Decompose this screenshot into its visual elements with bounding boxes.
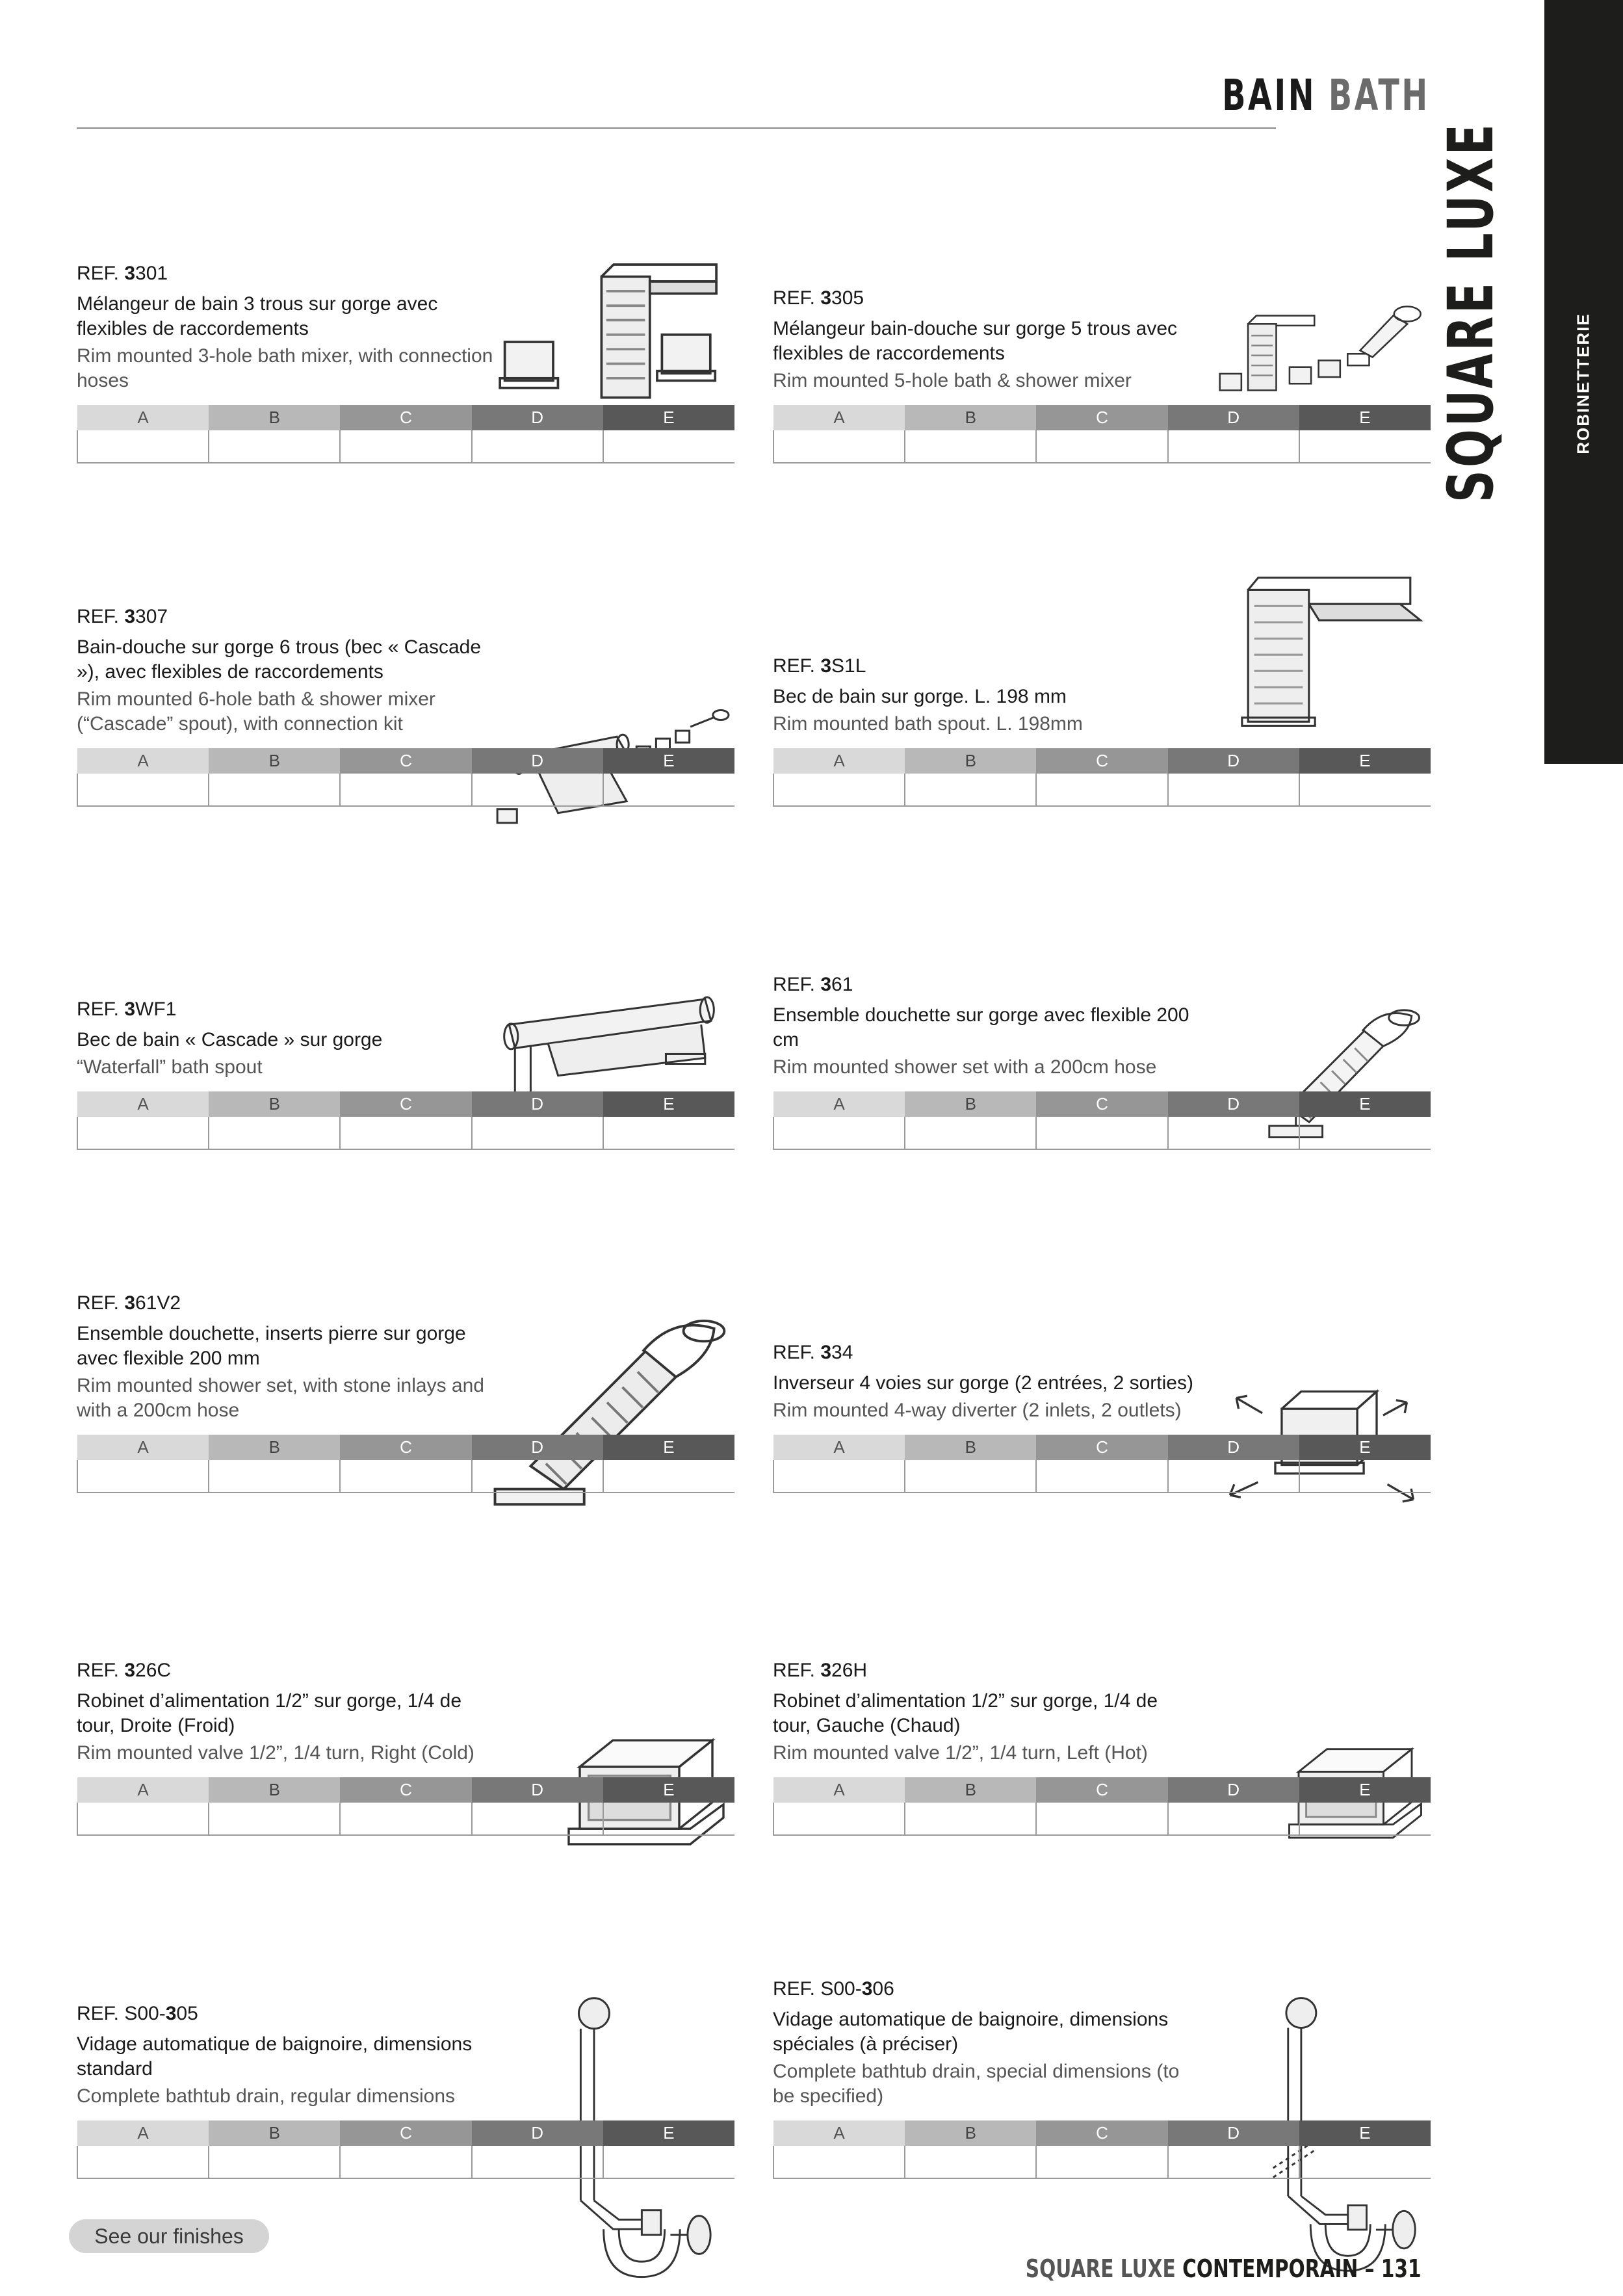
ref-bold: 3: [124, 263, 136, 284]
finish-header-row: [773, 748, 1431, 774]
finish-header-d: D: [1168, 1435, 1299, 1460]
finish-header-b: B: [209, 1435, 340, 1460]
ref-bold: 3: [820, 655, 832, 677]
description-fr: Inverseur 4 voies sur gorge (2 entrées, 2 sorties): [773, 1372, 1193, 1394]
description-en: Rim mounted bath spout. L. 198mm: [773, 713, 1083, 735]
finish-cell-c[interactable]: [340, 774, 471, 806]
finish-header-d: D: [472, 748, 603, 774]
ref-bold: 3: [124, 606, 136, 627]
finish-cell-c[interactable]: [340, 1460, 471, 1493]
finish-table: [77, 1777, 734, 1836]
finish-cell-a[interactable]: [773, 1117, 905, 1149]
finish-header-e: E: [603, 1435, 734, 1460]
finish-header-e: E: [603, 748, 734, 774]
ref-code: 05: [176, 2003, 198, 2024]
ref-prefix: REF.: [773, 1660, 821, 1681]
finish-header-b: B: [905, 2120, 1036, 2146]
ref-prefix: REF. S00-: [773, 1978, 862, 2000]
finish-header-row: [77, 405, 734, 430]
finish-cell-d[interactable]: [472, 774, 603, 806]
finish-header-a: A: [773, 2120, 905, 2146]
page-title: [1223, 70, 1430, 120]
finish-header-row: [77, 2120, 734, 2146]
product-card: [77, 1188, 734, 1493]
description-en: Rim mounted valve 1/2”, 1/4 turn, Right (Cold): [77, 1742, 474, 1764]
finish-header-a: A: [77, 1435, 209, 1460]
ref-bold: 3: [820, 1660, 832, 1681]
finish-header-d: D: [1168, 1091, 1299, 1117]
finish-cell-e[interactable]: [1299, 1117, 1431, 1149]
finish-header-c: C: [340, 405, 471, 430]
ref-code: WF1: [135, 998, 177, 1020]
finish-cell-d[interactable]: [472, 2146, 603, 2178]
description-fr: Bec de bain « Cascade » sur gorge: [77, 1029, 383, 1050]
finish-header-c: C: [1036, 748, 1167, 774]
product-card: [773, 844, 1431, 1150]
finish-cell-c[interactable]: [340, 2146, 471, 2178]
finish-cell-e[interactable]: [603, 1803, 734, 1835]
finish-header-d: D: [472, 1435, 603, 1460]
finish-cell-d[interactable]: [1168, 1117, 1299, 1149]
product-ref: [773, 287, 1195, 310]
finish-header-row: [773, 1777, 1431, 1803]
side-tab-label: ROBINETTERIE: [1573, 313, 1593, 454]
page-number: 131: [1381, 2254, 1422, 2283]
finish-header-a: A: [77, 1777, 209, 1803]
ref-code: S1L: [831, 655, 866, 677]
description-fr: Ensemble douchette sur gorge avec flexible 200 cm: [773, 1004, 1189, 1050]
ref-code: 26H: [831, 1660, 868, 1681]
finish-value-row: [77, 430, 734, 463]
finish-cell-d[interactable]: [472, 430, 603, 463]
finish-header-row: [77, 1435, 734, 1460]
finish-value-row: [773, 2146, 1431, 2178]
finish-table: [77, 2120, 734, 2179]
finish-header-row: [77, 1091, 734, 1117]
product-card: [77, 1873, 734, 2179]
product-text: [77, 1292, 499, 1423]
finish-header-row: [773, 405, 1431, 430]
finish-header-a: A: [77, 405, 209, 430]
finish-cell-d[interactable]: [1168, 430, 1299, 463]
ref-prefix: REF.: [773, 1342, 821, 1363]
finish-cell-d[interactable]: [1168, 774, 1299, 806]
collection-title: SQUARE LUXE: [1435, 121, 1507, 503]
finish-cell-a[interactable]: [77, 1460, 209, 1493]
footer-separator: –: [1358, 2254, 1382, 2283]
description-en: Rim mounted 6-hole bath & shower mixer (“Cascade” spout), with connection kit: [77, 688, 435, 735]
finish-cell-b[interactable]: [905, 1460, 1036, 1493]
finish-header-b: B: [905, 1777, 1036, 1803]
finish-value-row: [773, 774, 1431, 806]
finish-header-c: C: [1036, 2120, 1167, 2146]
page-footer: [1026, 2254, 1422, 2283]
finish-cell-d[interactable]: [1168, 2146, 1299, 2178]
finish-cell-e[interactable]: [1299, 1460, 1431, 1493]
description-en: Rim mounted shower set, with stone inlays and with a 200cm hose: [77, 1375, 484, 1421]
finish-header-e: E: [1299, 405, 1431, 430]
shower-set-stone-illustration: [480, 1292, 734, 1539]
finish-table: [77, 405, 734, 463]
finish-header-b: B: [209, 748, 340, 774]
finish-table: [77, 748, 734, 807]
product-ref: [77, 605, 499, 629]
finish-header-c: C: [340, 1091, 471, 1117]
finish-value-row: [77, 2146, 734, 2178]
finish-value-row: [77, 1803, 734, 1835]
ref-prefix: REF.: [773, 655, 821, 677]
description-en: Rim mounted 4-way diverter (2 inlets, 2 outlets): [773, 1400, 1182, 1421]
description-en: Complete bathtub drain, special dimensions (to be specified): [773, 2061, 1180, 2107]
finish-value-row: [77, 774, 734, 806]
finish-cell-b[interactable]: [209, 774, 340, 806]
ref-prefix: REF.: [773, 287, 821, 309]
finish-table: [773, 1435, 1431, 1493]
finish-cell-a[interactable]: [77, 1803, 209, 1835]
description-fr: Vidage automatique de baignoire, dimensions standard: [77, 2033, 473, 2080]
ref-prefix: REF.: [77, 998, 125, 1020]
finish-header-d: D: [1168, 748, 1299, 774]
product-card: [773, 1873, 1431, 2179]
finish-table: [773, 405, 1431, 463]
finish-cell-b[interactable]: [905, 774, 1036, 806]
ref-prefix: REF.: [77, 606, 125, 627]
finish-value-row: [773, 1803, 1431, 1835]
ref-code: 307: [135, 606, 168, 627]
finish-cell-b[interactable]: [209, 1460, 340, 1493]
finish-cell-e[interactable]: [603, 2146, 734, 2178]
finish-header-c: C: [340, 1777, 471, 1803]
ref-bold: 3: [124, 1292, 136, 1314]
product-card: [773, 501, 1431, 807]
finish-cell-c[interactable]: [1036, 2146, 1167, 2178]
ref-code: 61V2: [135, 1292, 181, 1314]
product-text: [773, 287, 1195, 393]
description-fr: Bain-douche sur gorge 6 trous (bec « Cascade »), avec flexibles de raccordements: [77, 636, 482, 683]
ref-prefix: REF.: [77, 263, 125, 284]
finish-header-d: D: [472, 1091, 603, 1117]
ref-prefix: REF. S00-: [77, 2003, 166, 2024]
finish-cell-e[interactable]: [603, 774, 734, 806]
finish-table: [773, 1777, 1431, 1836]
ref-bold: 3: [124, 998, 136, 1020]
ref-prefix: REF.: [77, 1292, 125, 1314]
product-ref: [773, 1341, 1195, 1364]
finish-cell-c[interactable]: [1036, 430, 1167, 463]
finish-header-c: C: [1036, 405, 1167, 430]
finish-header-row: [77, 1777, 734, 1803]
finish-header-e: E: [1299, 2120, 1431, 2146]
finish-header-a: A: [77, 2120, 209, 2146]
finish-cell-c[interactable]: [1036, 774, 1167, 806]
finish-header-b: B: [209, 1091, 340, 1117]
description-en: Rim mounted valve 1/2”, 1/4 turn, Left (Hot): [773, 1742, 1148, 1764]
finish-cell-c[interactable]: [340, 1803, 471, 1835]
product-text: [773, 1977, 1195, 2109]
finish-cell-a[interactable]: [773, 430, 905, 463]
finish-header-row: [773, 2120, 1431, 2146]
product-text: [77, 2002, 499, 2109]
ref-code: 301: [135, 263, 168, 284]
product-ref: [77, 1659, 499, 1682]
product-ref: [773, 1977, 1195, 2001]
product-ref: [773, 655, 1195, 678]
ref-bold: 3: [820, 1342, 832, 1363]
description-fr: Mélangeur bain-douche sur gorge 5 trous avec flexibles de raccordements: [773, 318, 1178, 364]
finish-header-a: A: [773, 405, 905, 430]
finish-cell-b[interactable]: [209, 2146, 340, 2178]
finish-header-c: C: [1036, 1091, 1167, 1117]
finish-cell-a[interactable]: [77, 774, 209, 806]
finish-header-a: A: [77, 748, 209, 774]
see-finishes-button[interactable]: See our finishes: [69, 2219, 269, 2253]
ref-prefix: REF.: [77, 1660, 125, 1681]
finish-value-row: [773, 1460, 1431, 1493]
finish-header-b: B: [905, 405, 1036, 430]
product-card: [77, 158, 734, 463]
finish-cell-c[interactable]: [340, 1117, 471, 1149]
finish-header-a: A: [773, 748, 905, 774]
finish-header-a: A: [773, 1777, 905, 1803]
product-ref: [77, 2002, 499, 2026]
ref-bold: 3: [124, 1660, 136, 1681]
title-en: BATH: [1329, 70, 1430, 120]
finish-cell-b[interactable]: [209, 430, 340, 463]
shower-set-illustration: [1241, 955, 1431, 1202]
finish-table: [773, 1091, 1431, 1150]
finish-cell-e[interactable]: [603, 1460, 734, 1493]
finish-header-c: C: [340, 748, 471, 774]
finish-header-e: E: [603, 1091, 734, 1117]
finish-header-b: B: [209, 405, 340, 430]
finish-header-e: E: [603, 405, 734, 430]
finish-cell-a[interactable]: [773, 2146, 905, 2178]
finish-header-c: C: [1036, 1435, 1167, 1460]
finish-cell-b[interactable]: [905, 430, 1036, 463]
footer-collection: SQUARE LUXE: [1026, 2254, 1176, 2283]
product-card: [77, 501, 734, 807]
finish-header-d: D: [472, 1777, 603, 1803]
finish-cell-e[interactable]: [603, 430, 734, 463]
finish-cell-c[interactable]: [1036, 1117, 1167, 1149]
finish-header-row: [77, 748, 734, 774]
finish-cell-b[interactable]: [209, 1117, 340, 1149]
finish-header-row: [773, 1091, 1431, 1117]
ref-code: 06: [872, 1978, 894, 2000]
finish-value-row: [77, 1117, 734, 1149]
ref-prefix: REF.: [773, 974, 821, 995]
product-card: [773, 158, 1431, 463]
product-card: [773, 1530, 1431, 1836]
description-en: Complete bathtub drain, regular dimensions: [77, 2085, 455, 2107]
description-en: “Waterfall” bath spout: [77, 1056, 263, 1078]
product-text: [773, 655, 1195, 737]
finish-cell-d[interactable]: [1168, 1460, 1299, 1493]
finish-cell-c[interactable]: [1036, 1460, 1167, 1493]
finish-cell-d[interactable]: [472, 1460, 603, 1493]
bath-spout-illustration: [1228, 521, 1431, 781]
product-text: [77, 262, 499, 393]
ref-code: 61: [831, 974, 853, 995]
finish-header-b: B: [905, 1435, 1036, 1460]
finish-header-b: B: [209, 2120, 340, 2146]
product-card: [77, 1530, 734, 1836]
description-fr: Bec de bain sur gorge. L. 198 mm: [773, 686, 1067, 707]
finish-header-d: D: [472, 2120, 603, 2146]
description-en: Rim mounted shower set with a 200cm hose: [773, 1056, 1157, 1078]
product-ref: [77, 998, 499, 1021]
product-ref: [773, 1659, 1195, 1682]
description-fr: Robinet d’alimentation 1/2” sur gorge, 1/4 de tour, Droite (Froid): [77, 1690, 462, 1736]
ref-bold: 3: [820, 974, 832, 995]
finish-cell-b[interactable]: [209, 1803, 340, 1835]
product-text: [77, 605, 499, 737]
finish-header-c: C: [340, 2120, 471, 2146]
footer-range: CONTEMPORAIN: [1182, 2254, 1358, 2283]
finish-header-d: D: [472, 405, 603, 430]
finish-cell-a[interactable]: [773, 1803, 905, 1835]
finish-header-d: D: [1168, 1777, 1299, 1803]
finish-header-e: E: [603, 2120, 734, 2146]
ref-code: 34: [831, 1342, 853, 1363]
ref-code: 305: [831, 287, 864, 309]
ref-bold: 3: [861, 1978, 873, 2000]
ref-code: 26C: [135, 1660, 172, 1681]
finish-cell-d[interactable]: [1168, 1803, 1299, 1835]
finish-header-c: C: [1036, 1777, 1167, 1803]
3-hole-mixer-illustration: [493, 249, 734, 418]
finish-cell-e[interactable]: [603, 1117, 734, 1149]
finish-cell-a[interactable]: [77, 430, 209, 463]
finish-cell-e[interactable]: [1299, 430, 1431, 463]
finish-header-e: E: [1299, 1091, 1431, 1117]
product-text: [773, 973, 1195, 1080]
header-rule: [77, 127, 1276, 129]
finish-table: [773, 748, 1431, 807]
finish-cell-a[interactable]: [77, 2146, 209, 2178]
finish-cell-e[interactable]: [1299, 1803, 1431, 1835]
description-fr: Robinet d’alimentation 1/2” sur gorge, 1/4 de tour, Gauche (Chaud): [773, 1690, 1158, 1736]
finish-table: [77, 1435, 734, 1493]
finish-cell-a[interactable]: [773, 1460, 905, 1493]
ref-bold: 3: [820, 287, 832, 309]
description-fr: Vidage automatique de baignoire, dimensions spéciales (à préciser): [773, 2009, 1169, 2055]
description-fr: Mélangeur de bain 3 trous sur gorge avec flexibles de raccordements: [77, 293, 438, 339]
finish-cell-a[interactable]: [77, 1117, 209, 1149]
finish-cell-b[interactable]: [905, 1117, 1036, 1149]
finish-header-d: D: [1168, 405, 1299, 430]
finish-value-row: [773, 1117, 1431, 1149]
finish-header-a: A: [773, 1091, 905, 1117]
finish-value-row: [77, 1460, 734, 1493]
product-ref: [77, 1292, 499, 1315]
ref-bold: 3: [165, 2003, 177, 2024]
finish-cell-a[interactable]: [773, 774, 905, 806]
description-en: Rim mounted 3-hole bath mixer, with connection hoses: [77, 345, 493, 391]
title-fr: BAIN: [1222, 70, 1317, 120]
finish-cell-c[interactable]: [340, 430, 471, 463]
finish-header-d: D: [1168, 2120, 1299, 2146]
product-text: [77, 1659, 499, 1766]
description-fr: Ensemble douchette, inserts pierre sur gorge avec flexible 200 mm: [77, 1323, 466, 1369]
finish-cell-d[interactable]: [472, 1117, 603, 1149]
product-card: [77, 844, 734, 1150]
finish-header-a: A: [773, 1435, 905, 1460]
product-text: [773, 1659, 1195, 1766]
finish-header-b: B: [905, 748, 1036, 774]
product-ref: [773, 973, 1195, 997]
finish-table: [77, 1091, 734, 1150]
finish-cell-e[interactable]: [1299, 774, 1431, 806]
finish-header-e: E: [1299, 1435, 1431, 1460]
finish-header-e: E: [1299, 748, 1431, 774]
finish-header-b: B: [905, 1091, 1036, 1117]
finish-header-a: A: [77, 1091, 209, 1117]
finish-value-row: [773, 430, 1431, 463]
finish-cell-c[interactable]: [1036, 1803, 1167, 1835]
finish-header-e: E: [1299, 1777, 1431, 1803]
finish-header-c: C: [340, 1435, 471, 1460]
finish-cell-d[interactable]: [472, 1803, 603, 1835]
finish-table: [773, 2120, 1431, 2179]
finish-cell-b[interactable]: [905, 1803, 1036, 1835]
finish-header-b: B: [209, 1777, 340, 1803]
finish-header-row: [773, 1435, 1431, 1460]
product-ref: [77, 262, 499, 285]
finish-cell-b[interactable]: [905, 2146, 1036, 2178]
finish-cell-e[interactable]: [1299, 2146, 1431, 2178]
product-text: [77, 998, 499, 1080]
description-en: Rim mounted 5-hole bath & shower mixer: [773, 370, 1132, 391]
product-text: [773, 1341, 1195, 1423]
product-card: [773, 1188, 1431, 1493]
finish-header-e: E: [603, 1777, 734, 1803]
